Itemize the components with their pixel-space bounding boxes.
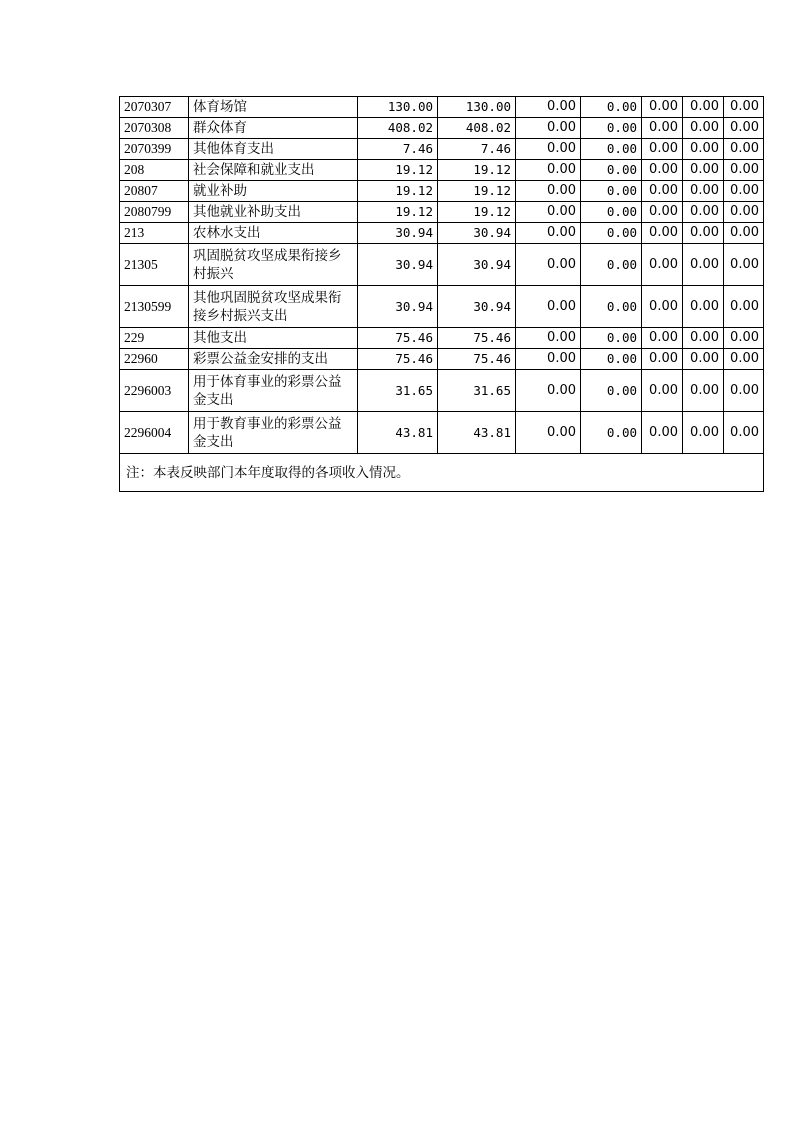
cell-value-1: 19.12 (358, 202, 438, 223)
cell-code: 20807 (120, 181, 189, 202)
cell-name: 农林水支出 (189, 223, 358, 244)
cell-value-7: 0.00 (724, 181, 764, 202)
cell-value-4: 0.00 (581, 139, 642, 160)
cell-code: 2070307 (120, 97, 189, 118)
cell-value-5: 0.00 (642, 286, 683, 328)
cell-value-2: 43.81 (438, 412, 516, 454)
table-body (120, 97, 764, 454)
cell-value-7: 0.00 (724, 412, 764, 454)
cell-value-7: 0.00 (724, 349, 764, 370)
cell-value-6: 0.00 (683, 181, 724, 202)
cell-code: 2070308 (120, 118, 189, 139)
cell-value-7: 0.00 (724, 160, 764, 181)
cell-value-3: 0.00 (516, 370, 581, 412)
cell-value-3: 0.00 (516, 349, 581, 370)
cell-name: 体育场馆 (189, 97, 358, 118)
table-row (120, 160, 764, 181)
cell-value-3: 0.00 (516, 202, 581, 223)
cell-value-5: 0.00 (642, 328, 683, 349)
cell-value-2: 30.94 (438, 286, 516, 328)
cell-value-7: 0.00 (724, 223, 764, 244)
cell-value-6: 0.00 (683, 223, 724, 244)
table-row (120, 412, 764, 454)
cell-value-7: 0.00 (724, 202, 764, 223)
cell-value-1: 19.12 (358, 160, 438, 181)
cell-value-2: 7.46 (438, 139, 516, 160)
cell-value-1: 30.94 (358, 223, 438, 244)
cell-value-6: 0.00 (683, 244, 724, 286)
table-row (120, 328, 764, 349)
cell-name: 其他体育支出 (189, 139, 358, 160)
table-row (120, 286, 764, 328)
cell-value-7: 0.00 (724, 244, 764, 286)
cell-code: 21305 (120, 244, 189, 286)
table-row (120, 181, 764, 202)
cell-value-5: 0.00 (642, 349, 683, 370)
cell-value-4: 0.00 (581, 97, 642, 118)
cell-value-6: 0.00 (683, 286, 724, 328)
cell-value-3: 0.00 (516, 97, 581, 118)
cell-value-4: 0.00 (581, 181, 642, 202)
cell-value-1: 75.46 (358, 349, 438, 370)
cell-code: 2130599 (120, 286, 189, 328)
cell-value-3: 0.00 (516, 139, 581, 160)
cell-code: 22960 (120, 349, 189, 370)
cell-name: 彩票公益金安排的支出 (189, 349, 358, 370)
cell-value-6: 0.00 (683, 118, 724, 139)
cell-code: 208 (120, 160, 189, 181)
cell-value-6: 0.00 (683, 349, 724, 370)
cell-value-6: 0.00 (683, 139, 724, 160)
cell-code: 2080799 (120, 202, 189, 223)
cell-value-7: 0.00 (724, 97, 764, 118)
cell-value-3: 0.00 (516, 244, 581, 286)
cell-value-3: 0.00 (516, 286, 581, 328)
cell-code: 213 (120, 223, 189, 244)
cell-value-2: 19.12 (438, 181, 516, 202)
cell-code: 2070399 (120, 139, 189, 160)
cell-value-5: 0.00 (642, 223, 683, 244)
cell-value-6: 0.00 (683, 370, 724, 412)
cell-code: 2296004 (120, 412, 189, 454)
cell-value-5: 0.00 (642, 97, 683, 118)
cell-value-1: 30.94 (358, 286, 438, 328)
cell-value-5: 0.00 (642, 139, 683, 160)
cell-value-2: 19.12 (438, 160, 516, 181)
cell-value-4: 0.00 (581, 286, 642, 328)
cell-value-5: 0.00 (642, 244, 683, 286)
cell-value-2: 75.46 (438, 349, 516, 370)
cell-value-7: 0.00 (724, 286, 764, 328)
cell-value-2: 408.02 (438, 118, 516, 139)
cell-name: 用于体育事业的彩票公益金支出 (189, 370, 358, 412)
cell-value-6: 0.00 (683, 160, 724, 181)
cell-value-1: 30.94 (358, 244, 438, 286)
cell-value-7: 0.00 (724, 370, 764, 412)
cell-value-3: 0.00 (516, 160, 581, 181)
table-row (120, 223, 764, 244)
cell-name: 其他支出 (189, 328, 358, 349)
cell-value-3: 0.00 (516, 118, 581, 139)
cell-value-3: 0.00 (516, 412, 581, 454)
cell-value-1: 31.65 (358, 370, 438, 412)
table-row (120, 118, 764, 139)
table-row (120, 139, 764, 160)
cell-value-2: 130.00 (438, 97, 516, 118)
table-row (120, 349, 764, 370)
cell-value-1: 75.46 (358, 328, 438, 349)
cell-value-2: 19.12 (438, 202, 516, 223)
cell-value-4: 0.00 (581, 349, 642, 370)
cell-value-7: 0.00 (724, 328, 764, 349)
cell-value-5: 0.00 (642, 202, 683, 223)
cell-value-6: 0.00 (683, 412, 724, 454)
cell-value-7: 0.00 (724, 139, 764, 160)
cell-value-2: 30.94 (438, 223, 516, 244)
cell-code: 229 (120, 328, 189, 349)
cell-name: 群众体育 (189, 118, 358, 139)
cell-value-5: 0.00 (642, 118, 683, 139)
cell-value-4: 0.00 (581, 244, 642, 286)
cell-value-3: 0.00 (516, 223, 581, 244)
cell-value-5: 0.00 (642, 412, 683, 454)
cell-value-5: 0.00 (642, 181, 683, 202)
cell-name: 其他就业补助支出 (189, 202, 358, 223)
cell-value-1: 130.00 (358, 97, 438, 118)
table-row (120, 244, 764, 286)
cell-name: 巩固脱贫攻坚成果衔接乡村振兴 (189, 244, 358, 286)
note-row (120, 454, 764, 492)
cell-value-7: 0.00 (724, 118, 764, 139)
cell-value-1: 43.81 (358, 412, 438, 454)
cell-code: 2296003 (120, 370, 189, 412)
cell-value-4: 0.00 (581, 160, 642, 181)
table-row (120, 370, 764, 412)
cell-value-1: 408.02 (358, 118, 438, 139)
income-table (119, 96, 764, 492)
cell-value-2: 75.46 (438, 328, 516, 349)
cell-value-1: 7.46 (358, 139, 438, 160)
cell-name: 就业补助 (189, 181, 358, 202)
cell-value-6: 0.00 (683, 202, 724, 223)
cell-value-4: 0.00 (581, 412, 642, 454)
cell-value-6: 0.00 (683, 328, 724, 349)
cell-name: 社会保障和就业支出 (189, 160, 358, 181)
table-note: 注：本表反映部门本年度取得的各项收入情况。 (120, 454, 764, 492)
cell-value-2: 31.65 (438, 370, 516, 412)
cell-value-6: 0.00 (683, 97, 724, 118)
cell-value-1: 19.12 (358, 181, 438, 202)
cell-value-3: 0.00 (516, 328, 581, 349)
table-row (120, 202, 764, 223)
cell-value-5: 0.00 (642, 370, 683, 412)
cell-value-2: 30.94 (438, 244, 516, 286)
cell-name: 其他巩固脱贫攻坚成果衔接乡村振兴支出 (189, 286, 358, 328)
cell-value-4: 0.00 (581, 328, 642, 349)
cell-value-4: 0.00 (581, 223, 642, 244)
cell-name: 用于教育事业的彩票公益金支出 (189, 412, 358, 454)
cell-value-4: 0.00 (581, 118, 642, 139)
cell-value-4: 0.00 (581, 202, 642, 223)
cell-value-5: 0.00 (642, 160, 683, 181)
cell-value-4: 0.00 (581, 370, 642, 412)
table-row (120, 97, 764, 118)
cell-value-3: 0.00 (516, 181, 581, 202)
